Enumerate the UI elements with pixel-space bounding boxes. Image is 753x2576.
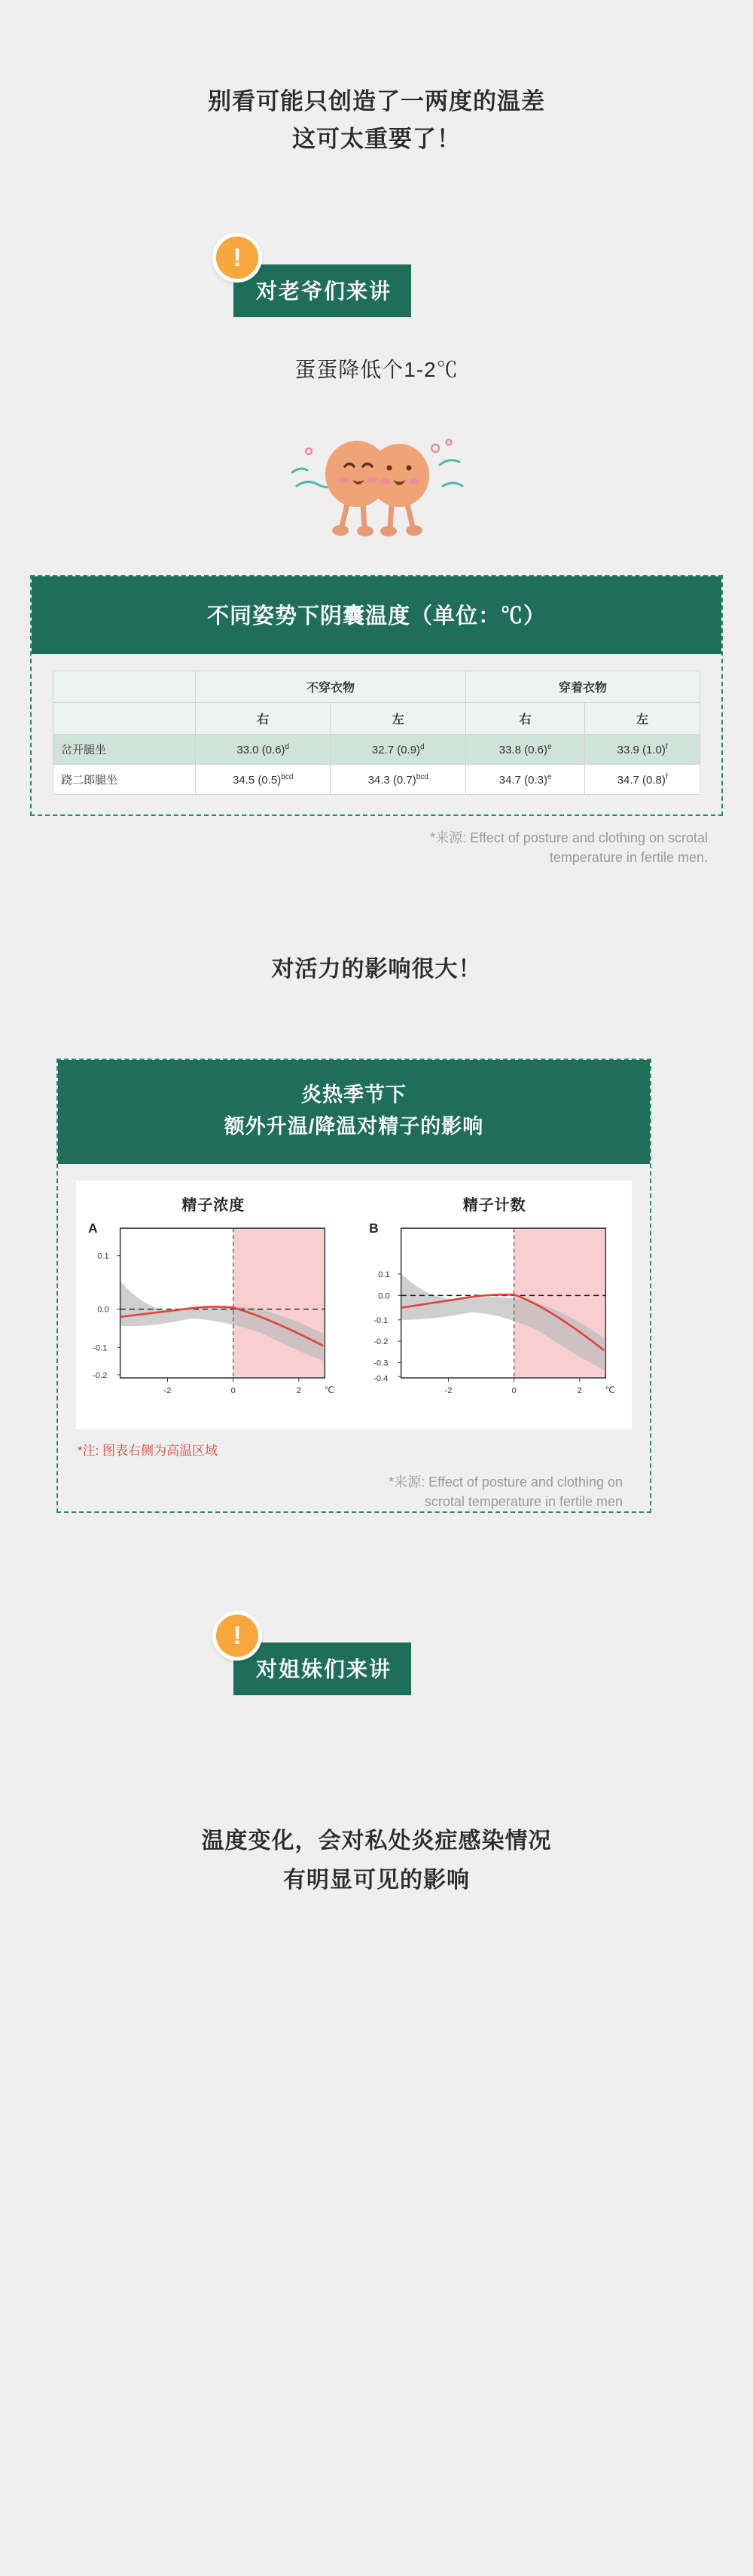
chart-note: *注: 图表右侧为高温区域 [78, 1443, 218, 1458]
sperm-chart-area [76, 1181, 632, 1429]
two-testicle-characters-icon [279, 420, 474, 548]
mascot-illustration-wrap [0, 420, 753, 548]
intro-line-1: 别看可能只创造了一两度的温差 [208, 88, 545, 115]
chart-panel-b-title: 精子计数 [462, 1197, 526, 1215]
sperm-chart-title-line-1: 炎热季节下 [301, 1083, 407, 1107]
table-cell: 34.5 $(0.5)^{bcd}$ [195, 765, 331, 795]
svg-text:0.0: 0.0 [97, 1305, 109, 1315]
sperm-temperature-chart-card [56, 1059, 651, 1512]
scrotal-temperature-card [30, 575, 723, 816]
table-sub-header-left-1: 左 [331, 703, 466, 735]
table-group-header-no-clothing: 不穿衣物 [195, 671, 465, 703]
table-group-header-blank [53, 671, 196, 703]
table-sub-header-right-1: 右 [195, 703, 331, 735]
svg-text:2: 2 [296, 1386, 301, 1396]
svg-text:-0.2: -0.2 [373, 1337, 389, 1347]
intro-line-2: 这可太重要了！ [292, 125, 461, 152]
table-sub-header-right-2: 右 [466, 703, 585, 735]
svg-text:℃: ℃ [324, 1385, 335, 1396]
closing-text [0, 1822, 753, 1901]
table-sub-header-left-2: 左 [585, 703, 700, 735]
intro-heading [0, 0, 753, 157]
section-men-banner-label: 对老爷们来讲 [233, 264, 411, 317]
exclamation-badge-icon: ! [212, 233, 262, 283]
table-source-line-1: *来源: Effect of posture and clothing on scrotal [430, 830, 708, 846]
section-women-banner-label: 对姐妹们来讲 [233, 1642, 411, 1695]
table-group-header-with-clothing: 穿着衣物 [466, 671, 700, 703]
table-row [53, 735, 700, 765]
bottom-spacer [0, 1901, 753, 1984]
svg-text:2: 2 [578, 1386, 583, 1396]
table-cell: 33.8 $(0.6)^e$ [466, 735, 585, 765]
svg-text:-0.3: -0.3 [373, 1358, 389, 1368]
mid-statement: 对活力的影响很大！ [271, 957, 482, 982]
chart-panel-a-letter: A [88, 1221, 98, 1236]
scrotal-temperature-table [53, 671, 700, 795]
section-men-banner-block [0, 233, 753, 353]
chart-panel-a [84, 1193, 343, 1422]
svg-text:-0.1: -0.1 [373, 1316, 389, 1325]
closing-line-2: 有明显可见的影响 [283, 1868, 470, 1893]
table-cell: 34.7 $(0.3)^e$ [466, 765, 585, 795]
table-sub-header-row [53, 703, 700, 735]
table-row-label: 岔开腿坐 [53, 735, 196, 765]
chart-panel-b-plot [364, 1219, 624, 1418]
chart-panel-b-letter: B [369, 1221, 379, 1236]
exclamation-badge-icon: ! [212, 1611, 262, 1661]
section-women-banner-block [0, 1611, 753, 1731]
svg-text:0.1: 0.1 [378, 1270, 391, 1280]
table-group-header-row [53, 671, 700, 703]
sperm-chart-title-line-2: 额外升温/降温对精子的影响 [224, 1115, 484, 1138]
svg-text:0.1: 0.1 [97, 1251, 109, 1261]
chart-panel-a-title: 精子浓度 [181, 1197, 245, 1215]
svg-text:-0.4: -0.4 [373, 1374, 389, 1383]
chart-source-note [58, 1472, 623, 1511]
chart-source-line-1: *来源: Effect of posture and clothing on [389, 1474, 623, 1490]
sperm-chart-card-title [58, 1060, 650, 1164]
svg-text:-0.1: -0.1 [93, 1343, 108, 1353]
svg-text:0: 0 [511, 1386, 517, 1396]
table-sub-header-blank [53, 703, 196, 735]
table-source-note [0, 828, 708, 867]
chart-source-line-2: scrotal temperature in fertile men [424, 1493, 623, 1509]
chart-panel-b [364, 1193, 624, 1422]
scrotal-temperature-card-title: 不同姿势下阴囊温度（单位：℃） [32, 576, 721, 654]
svg-text:0: 0 [230, 1386, 236, 1396]
svg-text:-2: -2 [163, 1386, 172, 1396]
table-cell: 32.7 $(0.9)^d$ [331, 735, 466, 765]
closing-line-1: 温度变化，会对私处炎症感染情况 [201, 1828, 552, 1853]
table-row [53, 765, 700, 795]
table-cell: 33.9 $(1.0)^f$ [585, 735, 700, 765]
section-men-statement: 蛋蛋降低个1-2℃ [294, 358, 459, 382]
svg-text:-2: -2 [444, 1386, 453, 1396]
table-cell: 34.3 $(0.7)^{bcd}$ [331, 765, 466, 795]
svg-text:℃: ℃ [605, 1385, 616, 1396]
svg-text:-0.2: -0.2 [93, 1371, 108, 1380]
svg-text:0.0: 0.0 [378, 1291, 391, 1301]
table-row-label: 跷二郎腿坐 [53, 765, 196, 795]
table-cell: 33.0 $(0.6)^d$ [195, 735, 331, 765]
chart-panel-a-plot [84, 1219, 343, 1418]
table-source-line-2: temperature in fertile men. [549, 850, 708, 866]
table-cell: 34.7 $(0.8)^f$ [585, 765, 700, 795]
scrotal-temperature-card-body [32, 654, 721, 814]
